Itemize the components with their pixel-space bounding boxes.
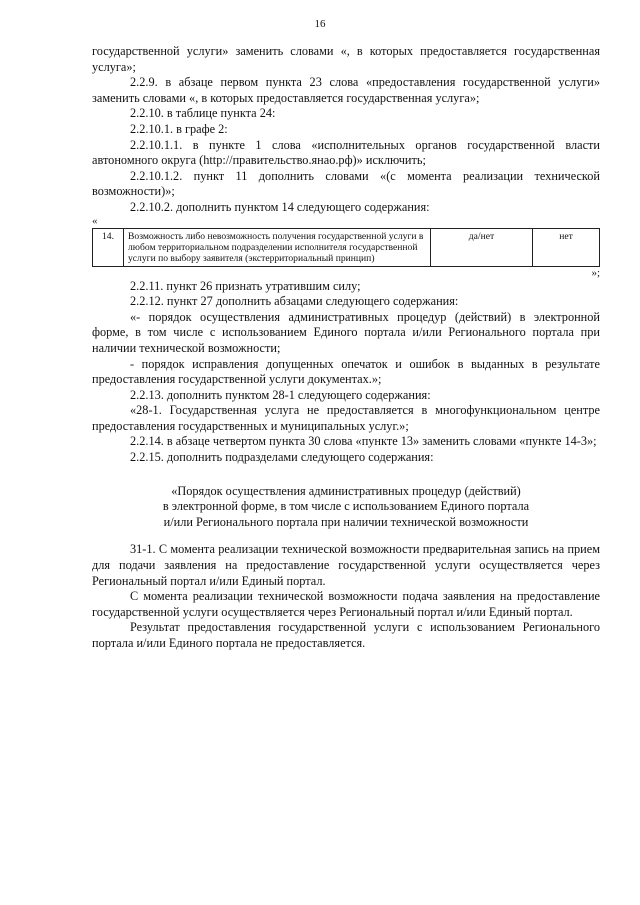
paragraph-27-a: «- порядок осуществления административных процедур (действий) в электронной форме, в том числе с использованием Единого портала и/или Регионального портала при наличии технической возможности; [92, 309, 600, 355]
subsection-heading-line-3: и/или Регионального портала при наличии технической возможности [163, 514, 529, 529]
paragraph-2-2-10: 2.2.10. в таблице пункта 24: [130, 106, 276, 121]
paragraph-2-2-15: 2.2.15. дополнить подразделами следующего содержания: [130, 450, 434, 465]
paragraph-2-2-12: 2.2.12. пункт 27 дополнить абзацами следующего содержания: [130, 294, 459, 309]
table-cell-description: Возможность либо невозможность получения государственной услуги в любом территориальном подразделении исполнителя государственной услуги по выбору заявителя (экстерриториальный принцип) [124, 228, 431, 266]
paragraph-continuation: государственной услуги» заменить словами «, в которых предоставляется государственная услуга»; [92, 44, 600, 74]
document-body [92, 44, 600, 652]
paragraph-2-2-14: 2.2.14. в абзаце четвертом пункта 30 слова «пункте 13» заменить словами «пункте 14-3»; [130, 434, 597, 449]
table-cell-value: нет [532, 228, 599, 266]
paragraph-2-2-13: 2.2.13. дополнить пунктом 28-1 следующего содержания: [130, 387, 431, 402]
subsection-heading-line-1: «Порядок осуществления административных процедур (действий) [171, 483, 521, 498]
table-open-quote: « [92, 214, 98, 227]
paragraph-2-2-11: 2.2.11. пункт 26 признать утратившим силу; [130, 278, 361, 293]
paragraph-27-b: - порядок исправления допущенных опечаток и ошибок в выданных в результате предоставления государственной услуги документах.»; [92, 356, 600, 387]
paragraph-2-2-10-1-1: 2.2.10.1.1. в пункте 1 слова «исполнительных органов государственной власти автономного округа (http://правительство.янао.рф)» исключить; [92, 137, 600, 168]
paragraph-2-2-10-1-2: 2.2.10.1.2. пункт 11 дополнить словами «(с момента реализации технической возможности)»; [92, 168, 600, 199]
page-number: 16 [314, 18, 326, 30]
paragraph-28-1: «28-1. Государственная услуга не предоставляется в многофункциональном центре предоставления государственных и муниципальных услуг.»; [92, 403, 600, 433]
paragraph-31-1: 31-1. С момента реализации технической возможности предварительная запись на прием для подачи заявления на предоставление государственной услуги осуществляется через Региональный портал и/или Единый портал. [92, 542, 600, 588]
paragraph-31-1-c: Результат предоставления государственной услуги с использованием Регионального портала и/или Единого портала не предоставляется. [92, 620, 600, 650]
table-row [93, 228, 600, 266]
table-cell-number: 14. [93, 228, 124, 266]
paragraph-2-2-10-2: 2.2.10.2. дополнить пунктом 14 следующего содержания: [130, 199, 430, 214]
subsection-heading-line-2: в электронной форме, в том числе с использованием Единого портала [162, 499, 530, 514]
table-close-quote: »; [591, 266, 600, 279]
paragraph-2-2-9: 2.2.9. в абзаце первом пункта 23 слова «предоставления государственной услуги» заменить словами «, в которых предоставляется государственная услуга»; [92, 75, 600, 105]
table-cell-yes-no: да/нет [431, 228, 533, 266]
amendment-table [92, 228, 600, 267]
paragraph-31-1-b: С момента реализации технической возможности подача заявления на предоставление государственной услуги осуществляется через Региональный портал и/или Единый портал. [92, 589, 600, 619]
paragraph-2-2-10-1: 2.2.10.1. в графе 2: [130, 121, 228, 136]
